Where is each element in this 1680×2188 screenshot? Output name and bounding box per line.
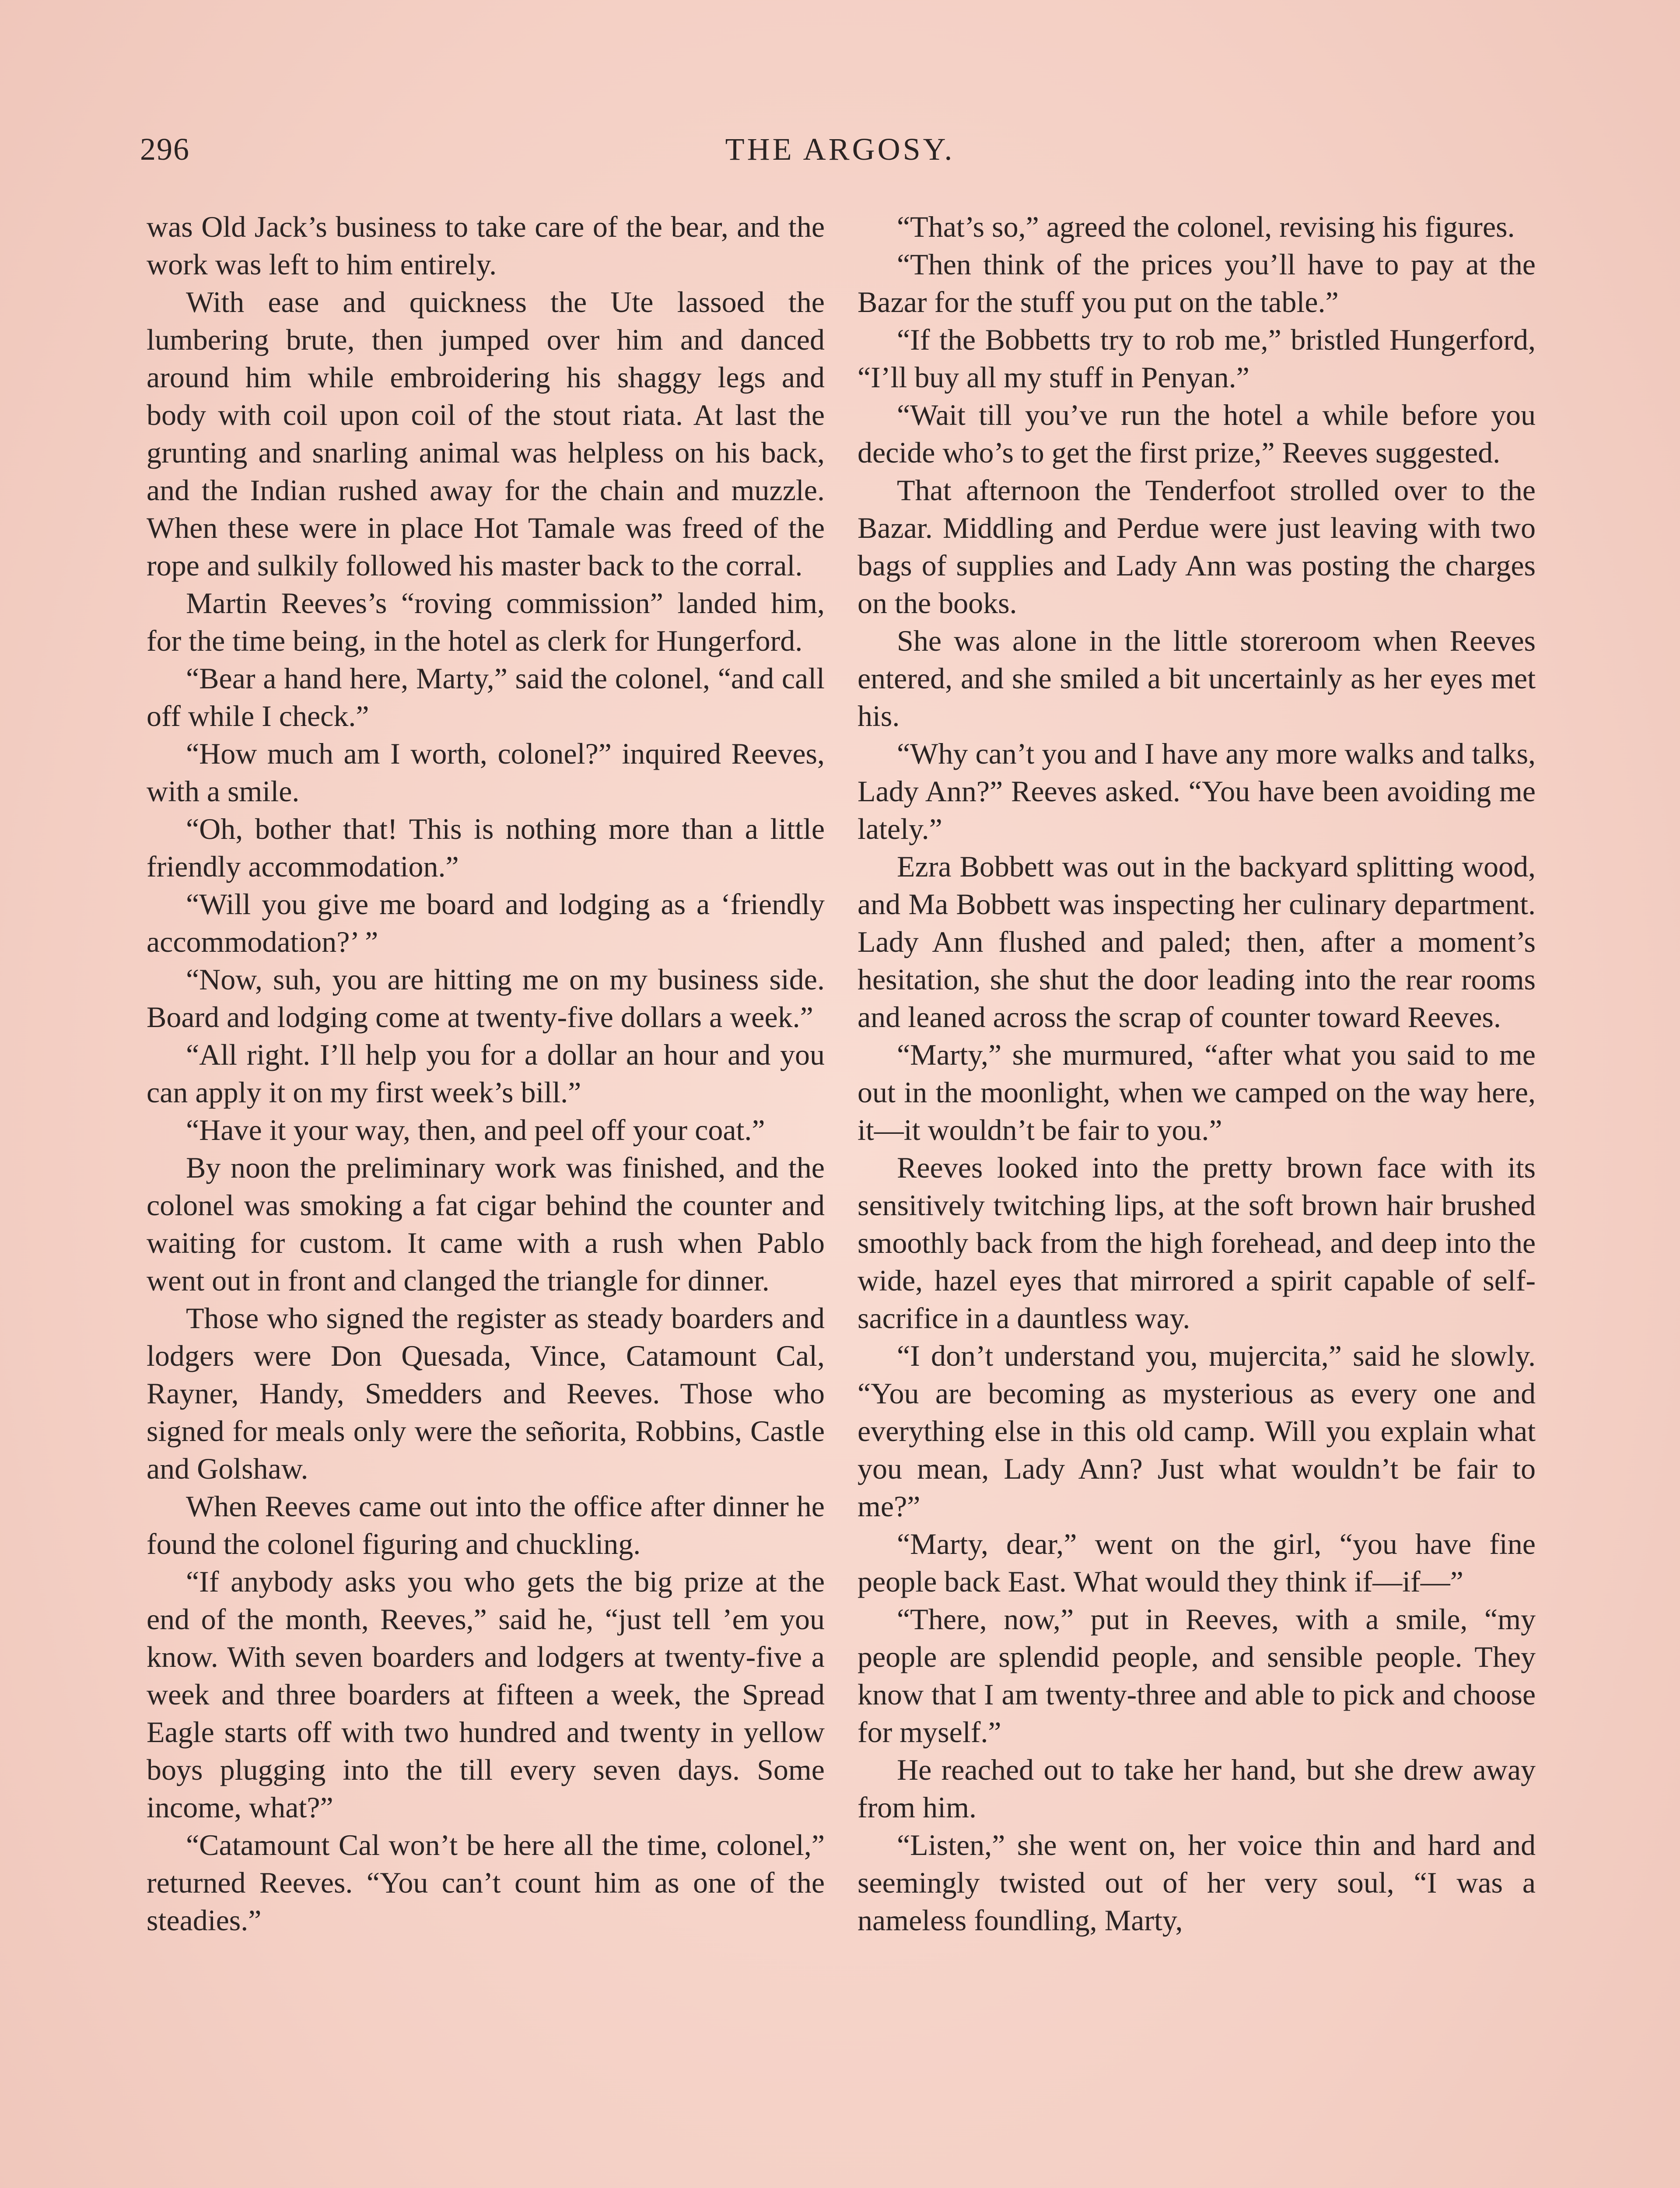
paragraph: When Reeves came out into the office after dinner he found the colonel figuring and chuckling. — [147, 1490, 825, 1560]
paragraph: “Bear a hand here, Marty,” said the colonel, “and call off while I check.” — [147, 662, 825, 733]
paragraph: “Catamount Cal won’t be here all the time, colonel,” returned Reeves. “You can’t count him as one of the steadies.” — [147, 1828, 825, 1937]
paragraph: “There, now,” put in Reeves, with a smile, “my people are splendid people, and sensible people. They know that I am twenty-three and able to pick and choose for myself.” — [858, 1602, 1536, 1749]
paragraph: With ease and quickness the Ute lassoed the lumbering brute, then jumped over him and danced around him while embroidering his shaggy legs and body with coil upon coil of the stout riata. At last the grunting and snarling animal was helpless on his back, and the Indian rushed away for the chain and muzzle. When these were in place Hot Tamale was freed of the rope and sulkily followed his master back to the corral. — [147, 285, 825, 582]
paragraph: “Will you give me board and lodging as a ‘friendly accommodation?’ ” — [147, 887, 825, 958]
paragraph: Those who signed the register as steady boarders and lodgers were Don Quesada, Vince, Catamount Cal, Rayner, Handy, Smedders and Reeves. Those who signed for meals only were the señorita, Robbins, Castle and Golshaw. — [147, 1301, 825, 1485]
page-header — [140, 131, 1540, 184]
paragraph: “Have it your way, then, and peel off your coat.” — [186, 1113, 765, 1147]
paragraph: Martin Reeves’s “roving commission” landed him, for the time being, in the hotel as clerk for Hungerford. — [147, 586, 825, 657]
page-number: 296 — [140, 132, 190, 167]
right-text-column — [858, 208, 1536, 1939]
paragraph: “Marty,” she murmured, “after what you said to me out in the moonlight, when we camped on the way here, it—it wouldn’t be fair to you.” — [858, 1038, 1536, 1147]
paragraph: “Why can’t you and I have any more walks and talks, Lady Ann?” Reeves asked. “You have been avoiding me lately.” — [858, 737, 1536, 845]
paragraph: “Now, suh, you are hitting me on my business side. Board and lodging come at twenty-five dollars a week.” — [147, 963, 825, 1034]
paragraph: “Wait till you’ve run the hotel a while before you decide who’s to get the first prize,” Reeves suggested. — [858, 398, 1536, 469]
running-title: THE ARGOSY. — [725, 132, 955, 167]
paragraph: She was alone in the little storeroom when Reeves entered, and she smiled a bit uncertainly as her eyes met his. — [858, 624, 1536, 733]
paragraph: “Then think of the prices you’ll have to pay at the Bazar for the stuff you put on the table.” — [858, 248, 1536, 319]
paragraph: “I don’t understand you, mujercita,” said he slowly. “You are becoming as mysterious as every one and everything else in this old camp. Will you explain what you mean, Lady Ann? Just what wouldn’t be fair to me?” — [858, 1339, 1536, 1523]
paragraph: “All right. I’ll help you for a dollar an hour and you can apply it on my first week’s bill.” — [147, 1038, 825, 1109]
paragraph: That afternoon the Tenderfoot strolled over to the Bazar. Middling and Perdue were just leaving with two bags of supplies and Lady Ann was posting the charges on the books. — [858, 473, 1536, 620]
paragraph: “Oh, bother that! This is nothing more than a little friendly accommodation.” — [147, 812, 825, 883]
paragraph: “Marty, dear,” went on the girl, “you have fine people back East. What would they think if—if—” — [858, 1527, 1536, 1598]
paragraph: By noon the preliminary work was finished, and the colonel was smoking a fat cigar behind the counter and waiting for custom. It came with a rush when Pablo went out in front and clanged the triangle for dinner. — [147, 1151, 825, 1297]
paragraph: “If the Bobbetts try to rob me,” bristled Hungerford, “I’ll buy all my stuff in Penyan.” — [858, 323, 1536, 394]
paragraph: “If anybody asks you who gets the big prize at the end of the month, Reeves,” said he, “just tell ’em you know. With seven boarders and lodgers at twenty-five a week and three boarders at fifteen a week, the Spread Eagle starts off with two hundred and twenty in yellow boys plugging into the till every seven days. Some income, what?” — [147, 1565, 825, 1824]
paragraph: was Old Jack’s business to take care of the bear, and the work was left to him entirely. — [147, 210, 825, 281]
paragraph: “How much am I worth, colonel?” inquired Reeves, with a smile. — [147, 737, 825, 808]
paragraph: “That’s so,” agreed the colonel, revising his figures. — [897, 210, 1515, 243]
paragraph: He reached out to take her hand, but she drew away from him. — [858, 1753, 1536, 1824]
paragraph: Ezra Bobbett was out in the backyard splitting wood, and Ma Bobbett was inspecting her culinary department. Lady Ann flushed and paled; then, after a moment’s hesitation, she shut the door leading into the rear rooms and leaned across the scrap of counter toward Reeves. — [858, 850, 1536, 1034]
paragraph: “Listen,” she went on, her voice thin and hard and seemingly twisted out of her very soul, “I was a nameless foundling, Marty, — [858, 1828, 1536, 1937]
left-text-column — [147, 208, 825, 1939]
paragraph: Reeves looked into the pretty brown face with its sensitively twitching lips, at the soft brown hair brushed smoothly back from the high forehead, and deep into the wide, hazel eyes that mirrored a spirit capable of self-sacrifice in a dauntless way. — [858, 1151, 1536, 1335]
